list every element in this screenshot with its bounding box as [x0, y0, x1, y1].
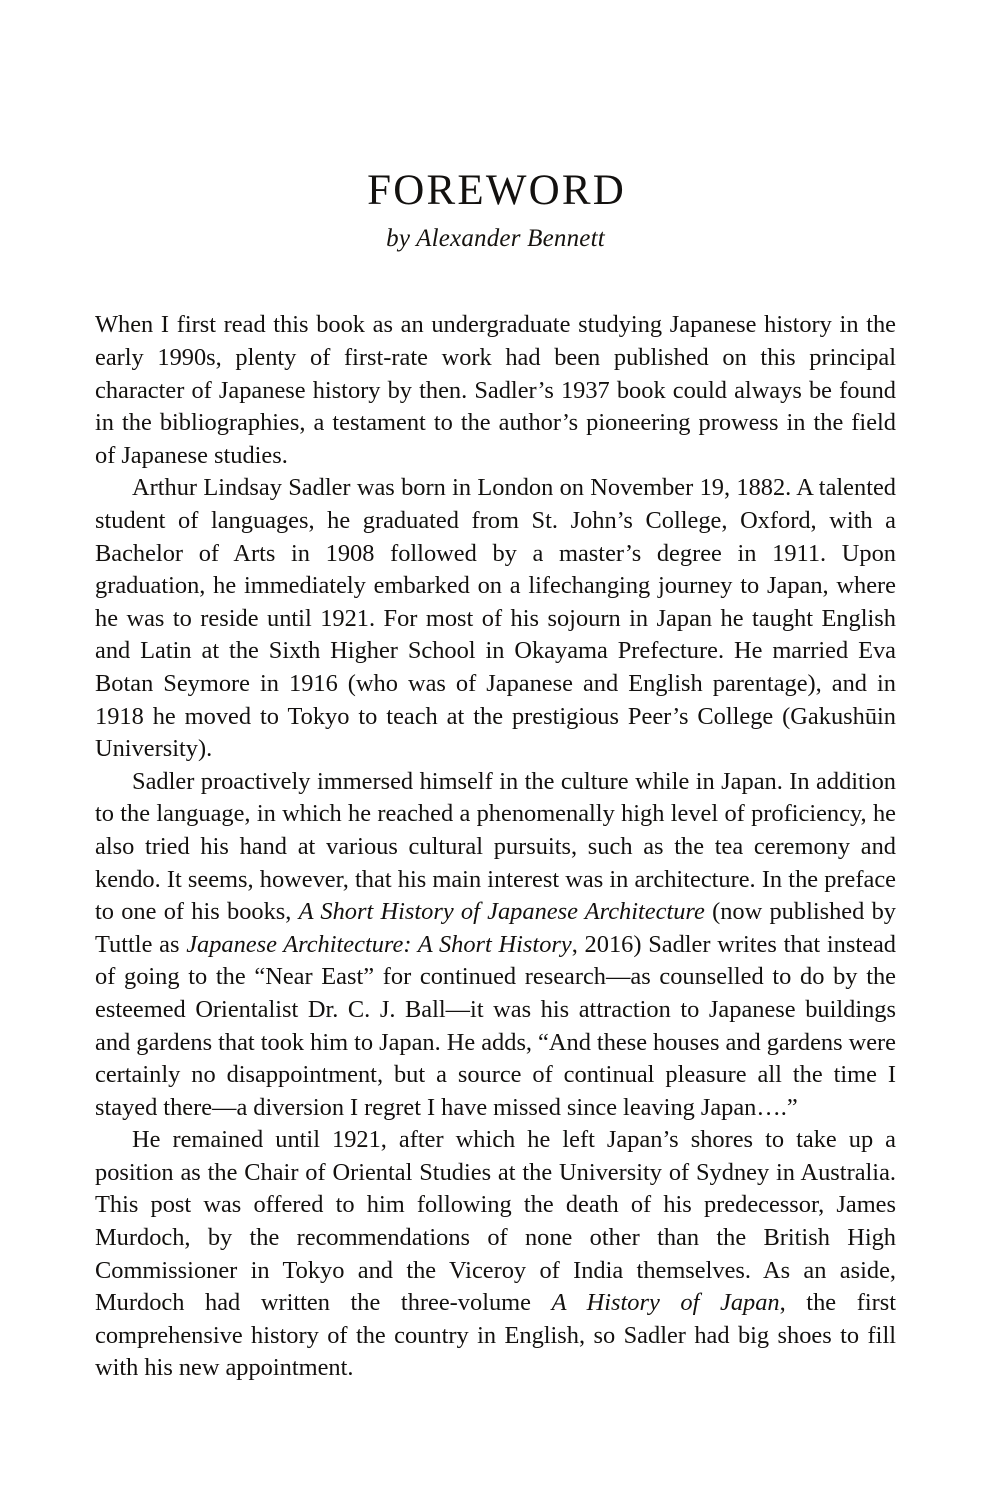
body-text-block: [95, 309, 896, 1385]
paragraph: When I first read this book as an undergraduate studying Japanese history in the early 1990s, plenty of first-rate work had been published on this principal character of Japanese history by then. Sadler’s 1937 book could always be found in the bibliographies, a testament to the author’s pioneering prowess in the field of Japanese studies.: [95, 311, 896, 469]
page-content: [95, 0, 896, 1385]
paragraph: He remained until 1921, after which he left Japan’s shores to take up a position as the Chair of Oriental Studies at the University of Sydney in Australia. This post was offered to him following the death of his predecessor, James Murdoch, by the recommendations of none other than the British High Commissioner in Tokyo and the Viceroy of India themselves. As an aside, Murdoch had written the three-volume A History of Japan, the first comprehensive history of the country in English, so Sadler had big shoes to fill with his new appointment.: [95, 1126, 897, 1382]
paragraph: Arthur Lindsay Sadler was born in London on November 19, 1882. A talented student of languages, he graduated from St. John’s College, Oxford, with a Bachelor of Arts in 1908 followed by a master’s degree in 1911. Upon graduation, he immediately embarked on a lifechanging journey to Japan, where he was to reside until 1921. For most of his sojourn in Japan he taught English and Latin at the Sixth Higher School in Okayama Prefecture. He married Eva Botan Seymore in 1916 (who was of Japanese and English parentage), and in 1918 he moved to Tokyo to teach at the prestigious Peer’s College (Gakushūin University).: [95, 474, 896, 763]
author-byline: by Alexander Bennett: [386, 225, 605, 253]
page-title: FOREWORD: [367, 167, 627, 214]
paragraph: Sadler proactively immersed himself in the culture while in Japan. In addition to the language, in which he reached a phenomenally high level of proficiency, he also tried his hand at various cultural pursuits, such as the tea ceremony and kendo. It seems, however, that his main interest was in architecture. In the preface to one of his books, A Short History of Japanese Architecture (now published by Tuttle as Japanese Architecture: A Short History, 2016) Sadler writes that instead of going to the “Near East” for continued research—as counselled to do by the esteemed Orientalist Dr. C. J. Ball—it was his attraction to Japanese buildings and gardens that took him to Japan. He adds, “And these houses and gardens were certainly no disappointment, but a source of continual pleasure all the time I stayed there—a diversion I regret I have missed since leaving Japan….”: [95, 767, 896, 1121]
